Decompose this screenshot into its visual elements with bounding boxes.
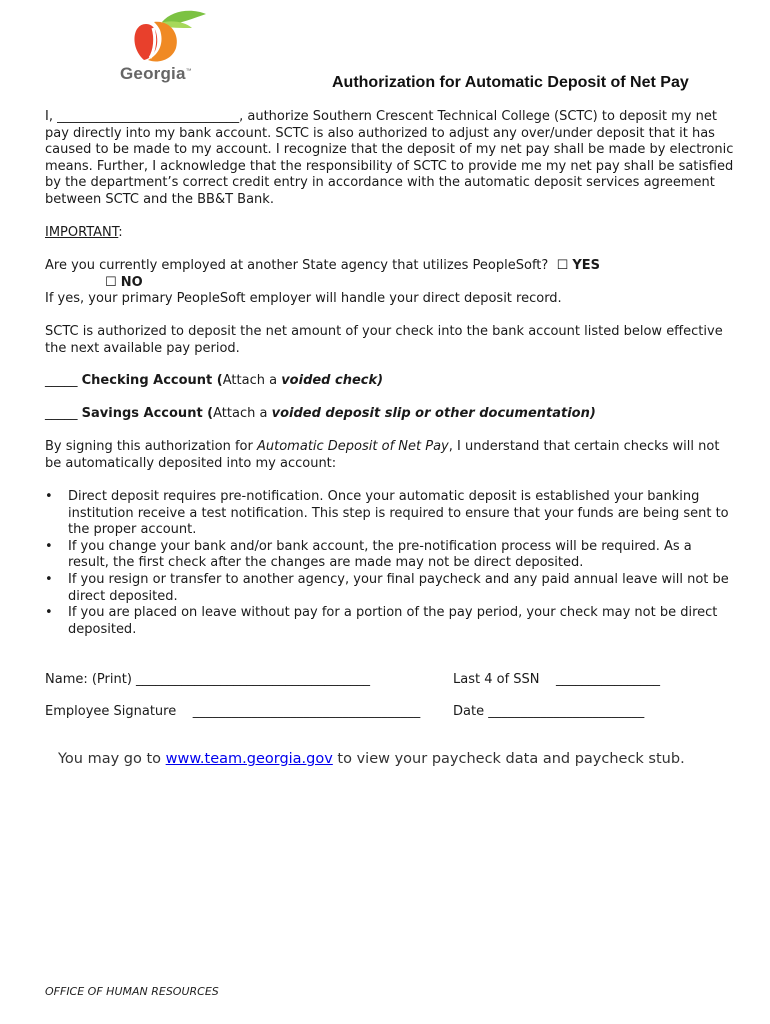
intro-paragraph: I, ____________________________, authorize Southern Crescent Technical College (SCTC) to deposit my net pay directly into my bank account. SCTC is also authorized to adjust any over/under deposit that it has caused to be made to my account. I recognize that the deposit of my net pay shall be made by electronic means. Further, I acknowledge that the responsibility of SCTC to provide me my net pay shall be satisfied by the department’s correct credit entry in accordance with the automatic deposit services agreement between SCTC and the BB&T Bank. [45, 109, 734, 207]
list-item: • If you resign or transfer to another agency, your final paycheck and any paid annual leave will not be direct deposited. [45, 571, 729, 604]
list-item: • Direct deposit requires pre-notification. Once your automatic deposit is established your banking institution receive a test notification. This step is required to ensure that your funds are being sent to the proper account. [45, 489, 729, 538]
no-checkbox[interactable]: ☐ NO [105, 274, 143, 290]
ssn-field[interactable]: Last 4 of SSN ________________ [453, 672, 661, 687]
peach-icon [110, 8, 210, 68]
signature-field[interactable]: Employee Signature ___________________________________ [45, 704, 421, 719]
list-item: • If you change your bank and/or bank account, the pre-notification process will be required. As a result, the first check after the changes are made may not be direct deposited. [45, 538, 692, 571]
date-field[interactable]: Date ________________________ [453, 704, 645, 719]
page-title: Authorization for Automatic Deposit of Net Pay [332, 74, 689, 91]
signing-paragraph: By signing this authorization for Automatic Deposit of Net Pay, I understand that certain checks will not be automatically deposited into my account: [45, 439, 720, 471]
conditions-list [45, 489, 735, 638]
peoplesoft-question [45, 258, 735, 308]
georgia-logo [110, 8, 210, 88]
office-footer: OFFICE OF HUMAN RESOURCES [45, 985, 219, 998]
list-item: • If you are placed on leave without pay for a portion of the pay period, your check may not be direct deposited. [45, 605, 718, 637]
team-georgia-link[interactable]: www.team.georgia.gov [165, 751, 333, 767]
checking-account-option[interactable]: _____ Checking Account (Attach a voided check) [45, 373, 384, 388]
peoplesoft-note: If yes, your primary PeopleSoft employer will handle your direct deposit record. [45, 291, 562, 307]
paycheck-info-line: You may go to www.team.georgia.gov to view your paycheck data and paycheck stub. [58, 751, 685, 767]
question-text: Are you currently employed at another State agency that utilizes PeopleSoft? [45, 258, 549, 273]
authorization-paragraph: SCTC is authorized to deposit the net amount of your check into the bank account listed below effective the next available pay period. [45, 324, 723, 356]
savings-account-option[interactable]: _____ Savings Account (Attach a voided deposit slip or other documentation) [45, 406, 596, 421]
important-heading: IMPORTANT: [45, 225, 123, 240]
name-field[interactable]: Name: (Print) ____________________________________ [45, 672, 371, 687]
yes-checkbox[interactable]: ☐ YES [556, 258, 601, 273]
logo-wordmark: Georgia™ [120, 64, 192, 83]
